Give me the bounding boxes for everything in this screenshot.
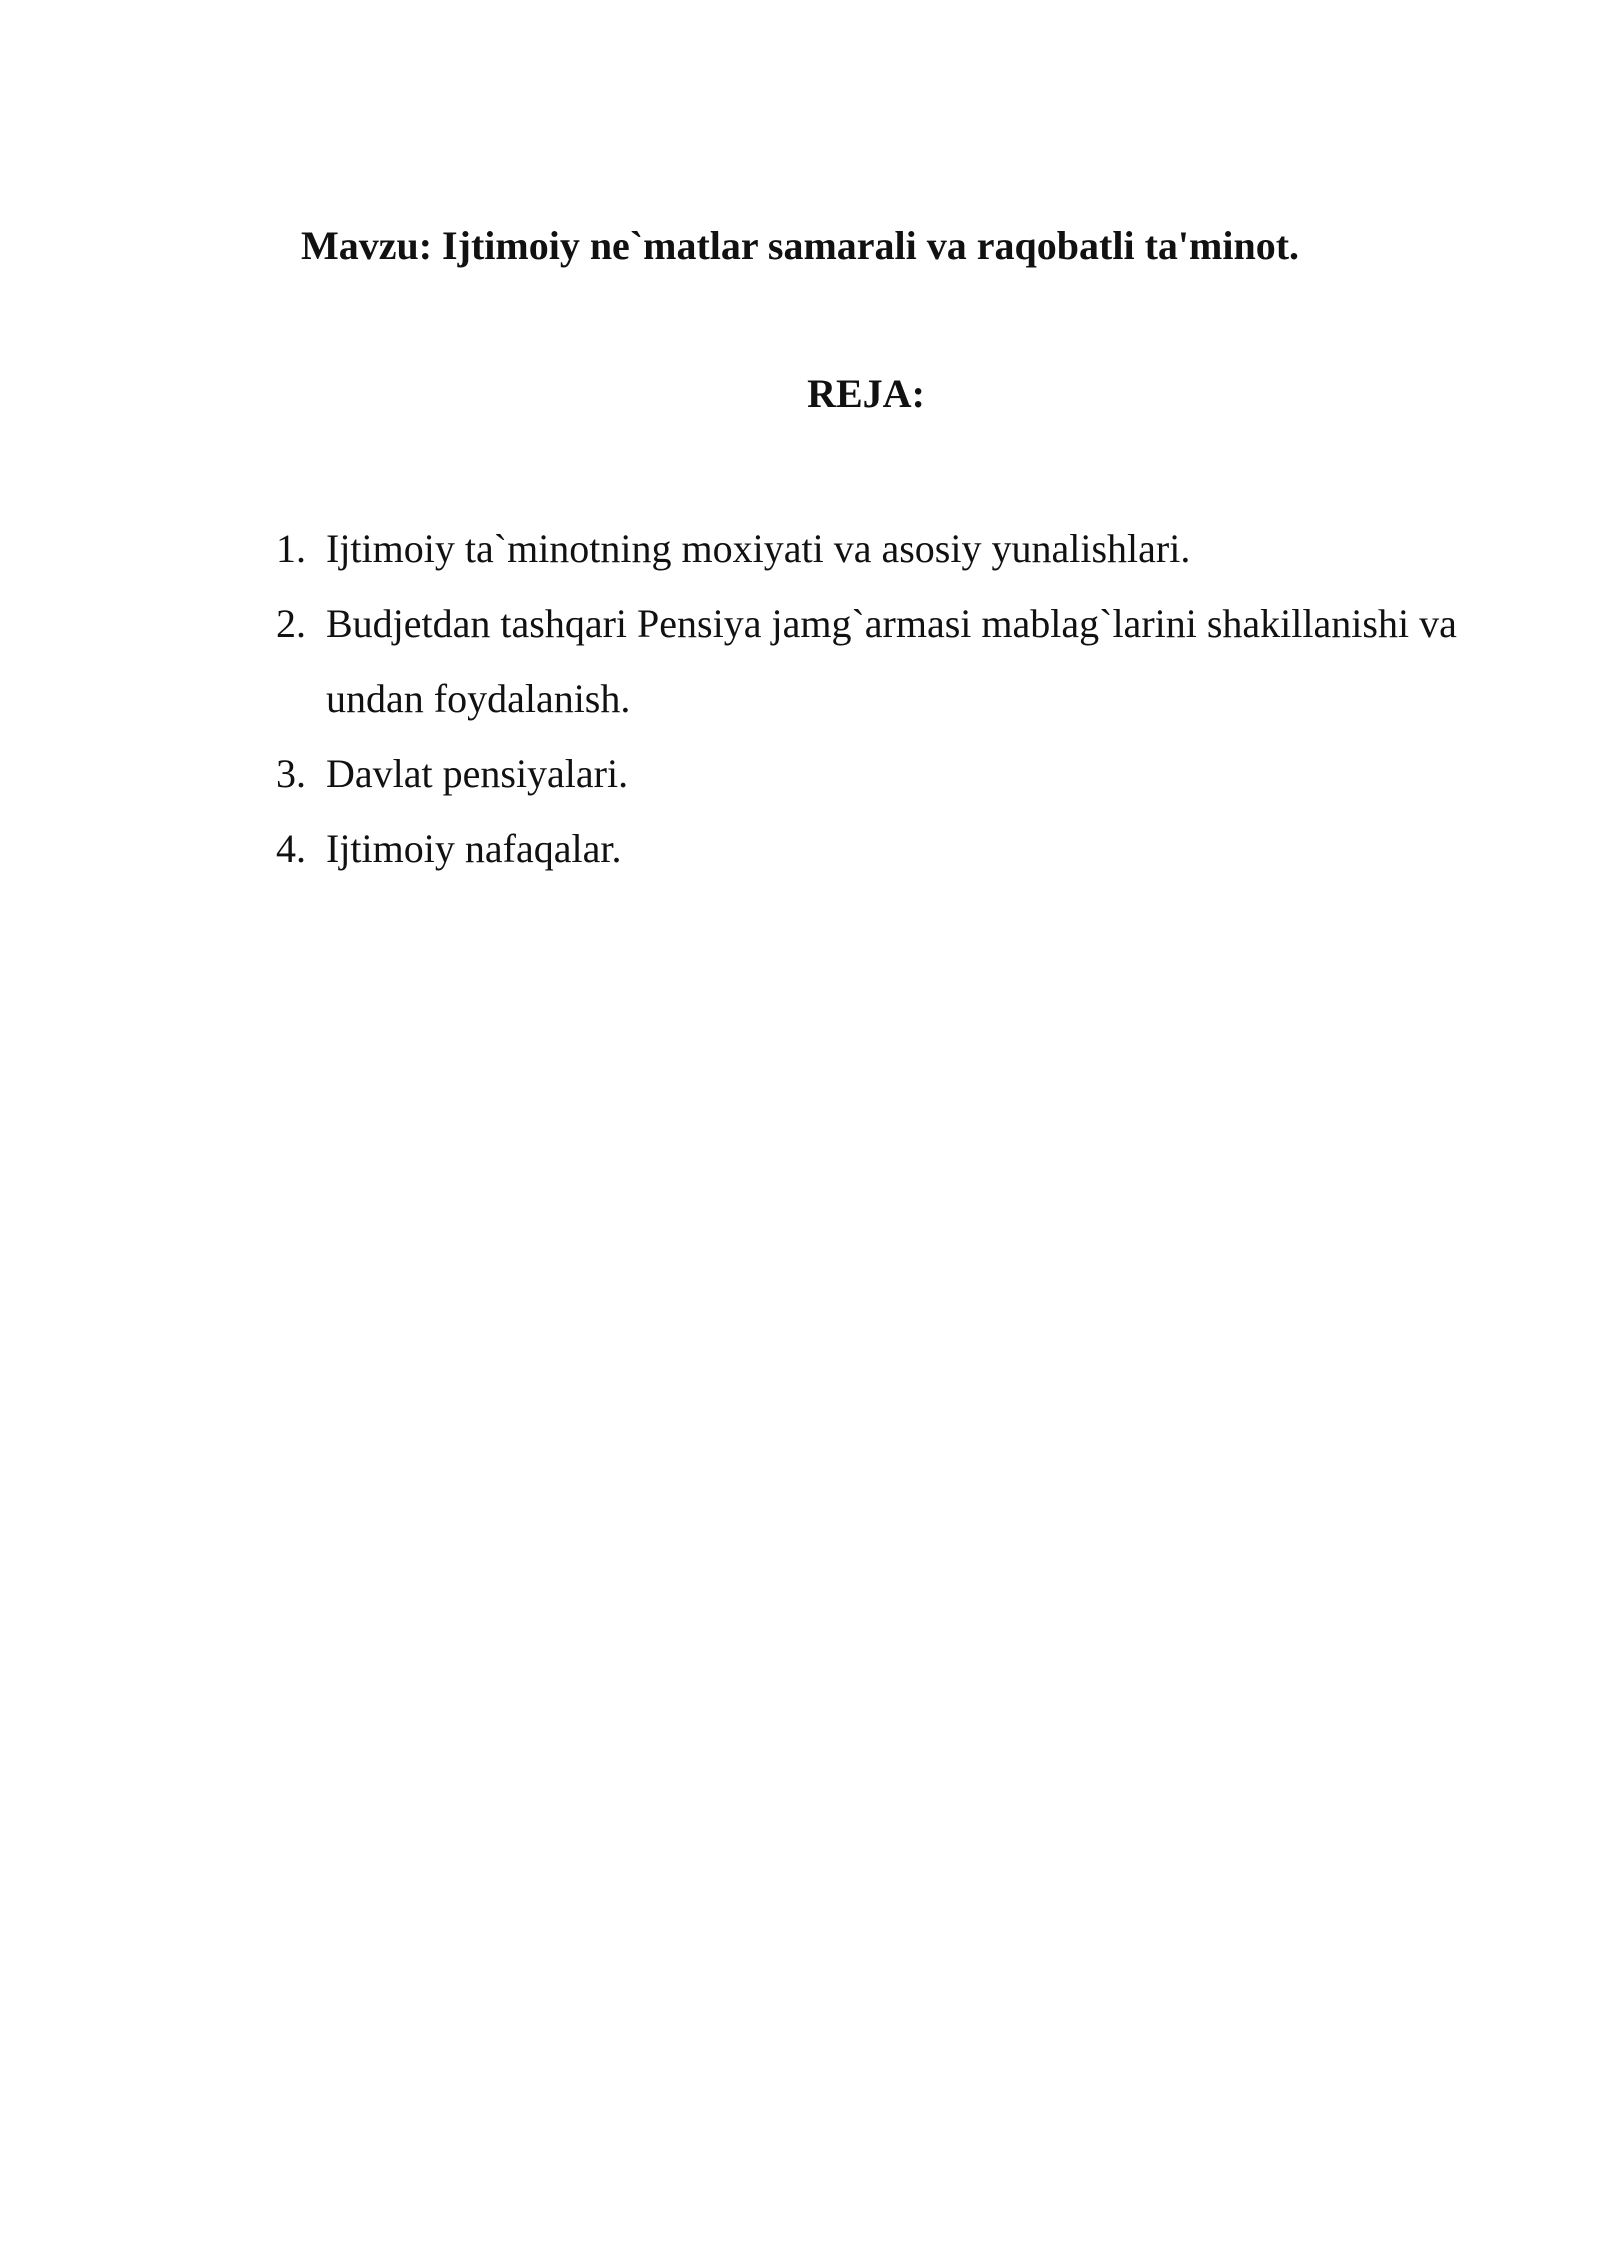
plan-item-1 <box>276 511 1526 586</box>
plan-item-3 <box>276 736 1526 811</box>
plan-item-4 <box>276 811 1526 886</box>
plan-item-number: 2. <box>276 601 306 646</box>
plan-item-text: Davlat pensiyalari. <box>326 751 629 796</box>
plan-list <box>276 511 1526 886</box>
plan-item-text: Ijtimoiy ta`minotning moxiyati va asosiy yunalishlari. <box>326 526 1191 571</box>
plan-heading: REJA: <box>807 371 925 416</box>
plan-item-2 <box>276 586 1526 736</box>
plan-item-text: Budjetdan tashqari Pensiya jamg`armasi mablag`larini shakillanishi va undan foydalanish. <box>326 601 1457 721</box>
plan-item-number: 3. <box>276 751 306 796</box>
document-title: Mavzu: Ijtimoiy ne`matlar samarali va raqobatli ta'minot. <box>300 223 1300 268</box>
plan-item-number: 1. <box>276 526 306 571</box>
plan-item-text: Ijtimoiy nafaqalar. <box>326 826 622 871</box>
plan-item-number: 4. <box>276 826 306 871</box>
